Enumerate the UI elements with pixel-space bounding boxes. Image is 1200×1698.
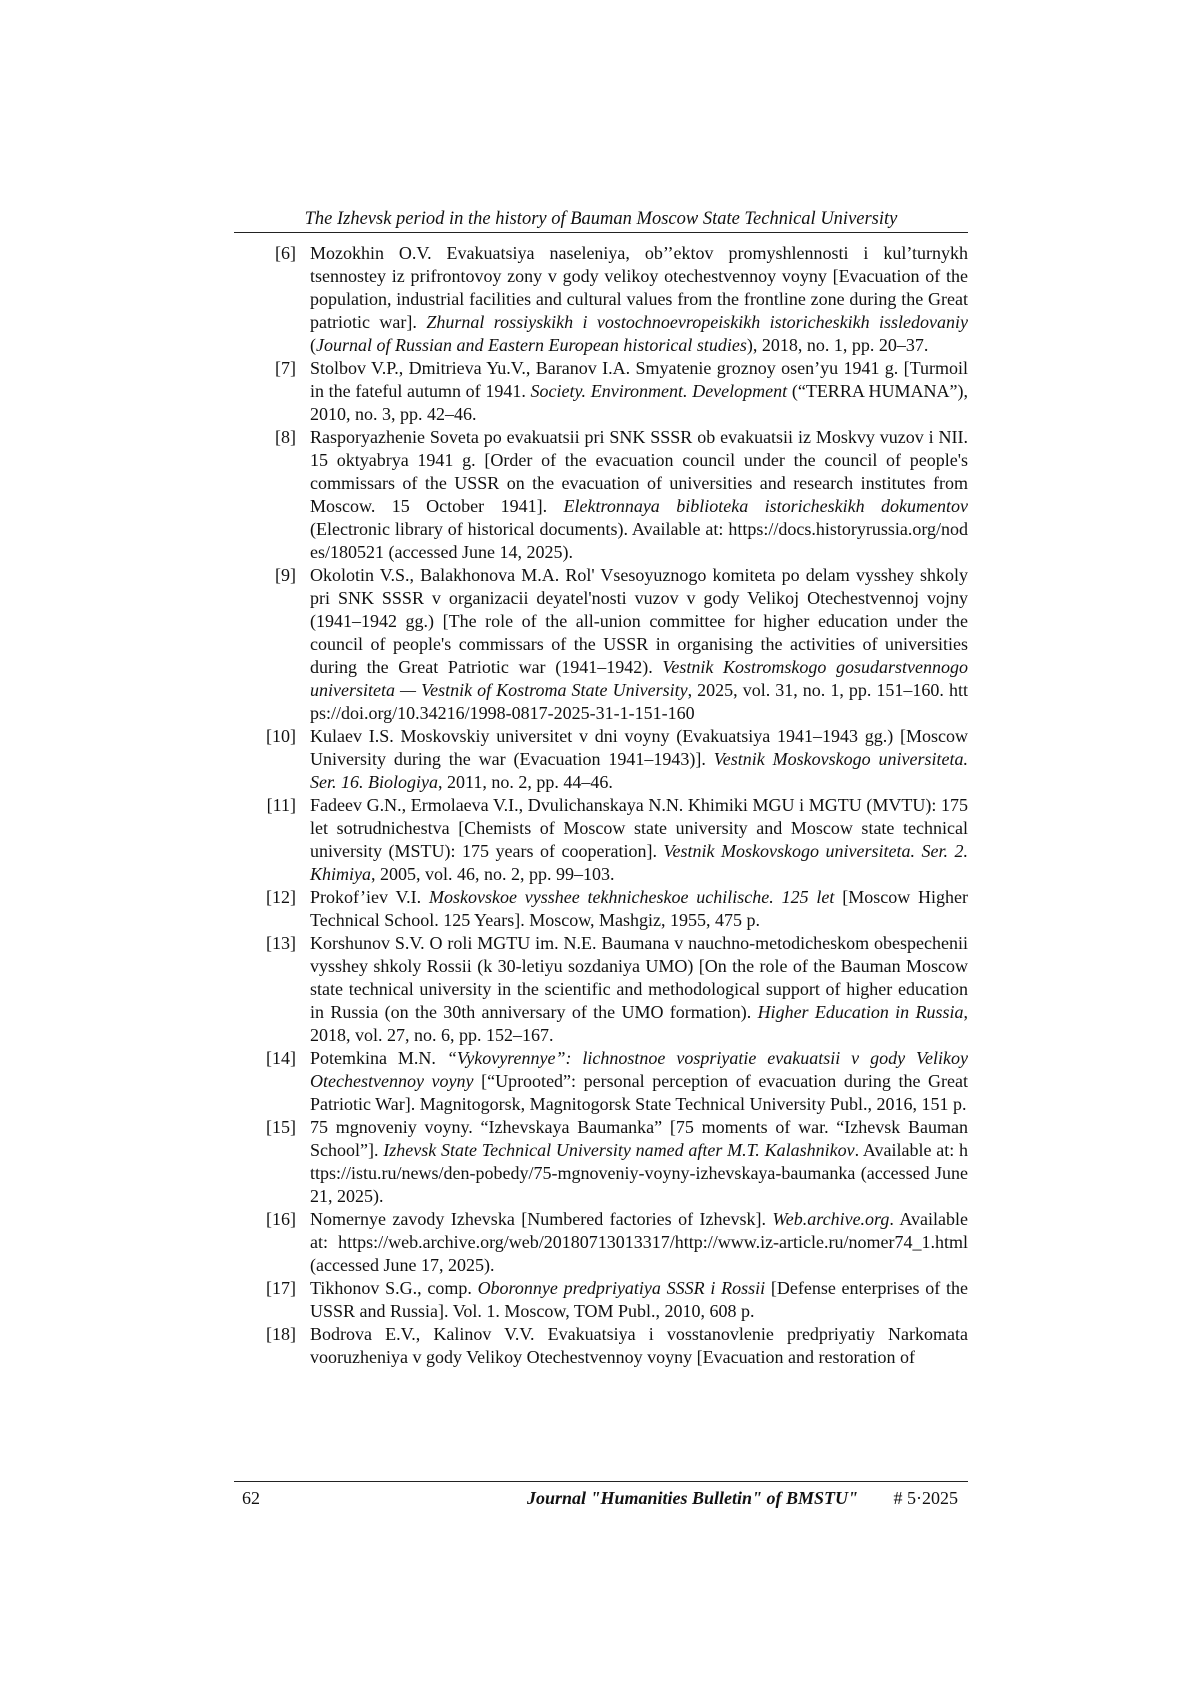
- reference-item: [262, 357, 968, 426]
- reference-item: [262, 1116, 968, 1208]
- running-header: The Izhevsk period in the history of Bauman Moscow State Technical University: [234, 206, 968, 233]
- reference-number: [11]: [266, 795, 296, 815]
- reference-number: [8]: [275, 427, 296, 447]
- reference-text: Kulaev I.S. Moskovskiy universitet v dni voyny (Evakuatsiya 1941–1943 gg.) [Moscow University during the war (Evacuation 1941–1943)]. Vestnik Moskovskogo universiteta. Ser. 16. Biologiya, 2011, no. 2, pp. 44–46.: [310, 726, 968, 792]
- reference-item: [262, 932, 968, 1047]
- reference-text: Okolotin V.S., Balakhonova M.A. Rol' Vsesoyuznogo komiteta po delam vysshey shkoly pri SNK SSSR v organizacii deyatel'nosti vuzov v gody Velikoj Otechestvennoj vojny (1941–1942 gg.) [The role of the all-union committee for higher education under the council of people's commissars of the USSR in organising the activities of universities during the Great Patriotic war (1941–1942). Vestnik Kostromskogo gosudarstvennogo universiteta — Vestnik of Kostroma State University, 2025, vol. 31, no. 1, pp. 151–160. https://doi.org/10.34216/1998-0817-2025-31-1-151-160: [310, 565, 968, 723]
- reference-item: [262, 1047, 968, 1116]
- reference-link[interactable]: https://doi.org/10.34216/1998-0817-2025-31-1-151-160: [310, 680, 968, 723]
- reference-link[interactable]: https://istu.ru/news/den-pobedy/75-mgnoveniy-voyny-izhevskaya-baumanka: [310, 1140, 968, 1183]
- reference-item: [262, 794, 968, 886]
- reference-item: [262, 886, 968, 932]
- reference-item: [262, 426, 968, 564]
- reference-text: 75 mgnoveniy voyny. “Izhevskaya Baumanka” [75 moments of war. “Izhevsk Bauman School”]. Izhevsk State Technical University named after M.T. Kalashnikov. Available at: https://istu.ru/news/den-pobedy/75-mgnoveniy-voyny-izhevskaya-baumanka (accessed June 21, 2025).: [310, 1117, 968, 1206]
- reference-item: [262, 1277, 968, 1323]
- reference-text: Korshunov S.V. O roli MGTU im. N.E. Baumana v nauchno-metodicheskom obespechenii vysshey shkoly Rossii (k 30-letiyu sozdaniya UMO) [On the role of the Bauman Moscow state technical university in the scientific and methodological support of higher education in Russia (on the 30th anniversary of the UMO formation). Higher Education in Russia, 2018, vol. 27, no. 6, pp. 152–167.: [310, 933, 968, 1045]
- reference-number: [6]: [275, 243, 296, 263]
- issue-number: # 5·2025: [893, 1488, 958, 1508]
- reference-number: [18]: [266, 1324, 296, 1344]
- reference-number: [16]: [266, 1209, 296, 1229]
- reference-list: [262, 242, 968, 1369]
- reference-item: [262, 1323, 968, 1369]
- reference-text: Tikhonov S.G., comp. Oboronnye predpriyatiya SSSR i Rossii [Defense enterprises of the USSR and Russia]. Vol. 1. Moscow, TOM Publ., 2010, 608 p.: [310, 1278, 968, 1321]
- reference-number: [14]: [266, 1048, 296, 1068]
- reference-text: Rasporyazhenie Soveta po evakuatsii pri SNK SSSR ob evakuatsii iz Moskvy vuzov i NII. 15 oktyabrya 1941 g. [Order of the evacuation council under the council of people's commissars of the USSR on the evacuation of universities and research institutes from Moscow. 15 October 1941]. Elektronnaya biblioteka istoricheskikh dokumentov (Electronic library of historical documents). Available at: https://docs.historyrussia.org/nodes/180521 (accessed June 14, 2025).: [310, 427, 968, 562]
- reference-number: [15]: [266, 1117, 296, 1137]
- page-number: 62: [242, 1488, 260, 1508]
- page-footer: [234, 1481, 968, 1512]
- reference-link[interactable]: https://docs.historyrussia.org/nodes/180521: [310, 519, 968, 562]
- reference-number: [10]: [266, 726, 296, 746]
- reference-number: [13]: [266, 933, 296, 953]
- reference-link[interactable]: https://web.archive.org/web/20180713013317/http://www.iz-article.ru/nomer74_1.html: [338, 1232, 968, 1252]
- reference-number: [17]: [266, 1278, 296, 1298]
- reference-text: Fadeev G.N., Ermolaeva V.I., Dvulichanskaya N.N. Khimiki MGU i MGTU (MVTU): 175 let sotrudnichestva [Chemists of Moscow state university and Moscow state technical university (MSTU): 175 years of cooperation]. Vestnik Moskovskogo universiteta. Ser. 2. Khimiya, 2005, vol. 46, no. 2, pp. 99–103.: [310, 795, 969, 884]
- reference-item: [262, 1208, 968, 1277]
- reference-text: Stolbov V.P., Dmitrieva Yu.V., Baranov I.A. Smyatenie groznoy osen’yu 1941 g. [Turmoil in the fateful autumn of 1941. Society. Environment. Development (“TERRA HUMANA”), 2010, no. 3, pp. 42–46.: [310, 358, 968, 424]
- reference-text: Prokof’iev V.I. Moskovskoe vysshee tekhnicheskoe uchilische. 125 let [Moscow Higher Technical School. 125 Years]. Moscow, Mashgiz, 1955, 475 p.: [310, 887, 968, 930]
- reference-item: [262, 725, 968, 794]
- reference-item: [262, 242, 968, 357]
- journal-title: Journal "Humanities Bulletin" of BMSTU": [526, 1488, 858, 1508]
- reference-number: [12]: [266, 887, 296, 907]
- reference-text: Potemkina M.N. “Vykovyrennye”: lichnostnoe vospriyatie evakuatsii v gody Velikoy Otechestvennoy voyny [“Uprooted”: personal perception of evacuation during the Great Patriotic War]. Magnitogorsk, Magnitogorsk State Technical University Publ., 2016, 151 p.: [310, 1048, 968, 1114]
- reference-text: Mozokhin O.V. Evakuatsiya naseleniya, ob’’ektov promyshlennosti i kul’turnykh tsennostey iz prifrontovoy zony v gody velikoy otechestvennoy voyny [Evacuation of the population, industrial facilities and cultural values from the frontline zone during the Great patriotic war]. Zhurnal rossiyskikh i vostochnoevropeiskikh istoricheskikh issledovaniy (Journal of Russian and Eastern European historical studies), 2018, no. 1, pp. 20–37.: [310, 243, 969, 355]
- reference-number: [9]: [275, 565, 296, 585]
- reference-item: [262, 564, 968, 725]
- reference-text: Nomernye zavody Izhevska [Numbered factories of Izhevsk]. Web.archive.org. Available at: https://web.archive.org/web/20180713013317/http://www.iz-article.ru/nomer74_1.html (accessed June 17, 2025).: [310, 1209, 968, 1275]
- reference-text: Bodrova E.V., Kalinov V.V. Evakuatsiya i vosstanovlenie predpriyatiy Narkomata vooruzheniya v gody Velikoy Otechestvennoy voyny [Evacuation and restoration of: [310, 1324, 968, 1367]
- reference-number: [7]: [275, 358, 296, 378]
